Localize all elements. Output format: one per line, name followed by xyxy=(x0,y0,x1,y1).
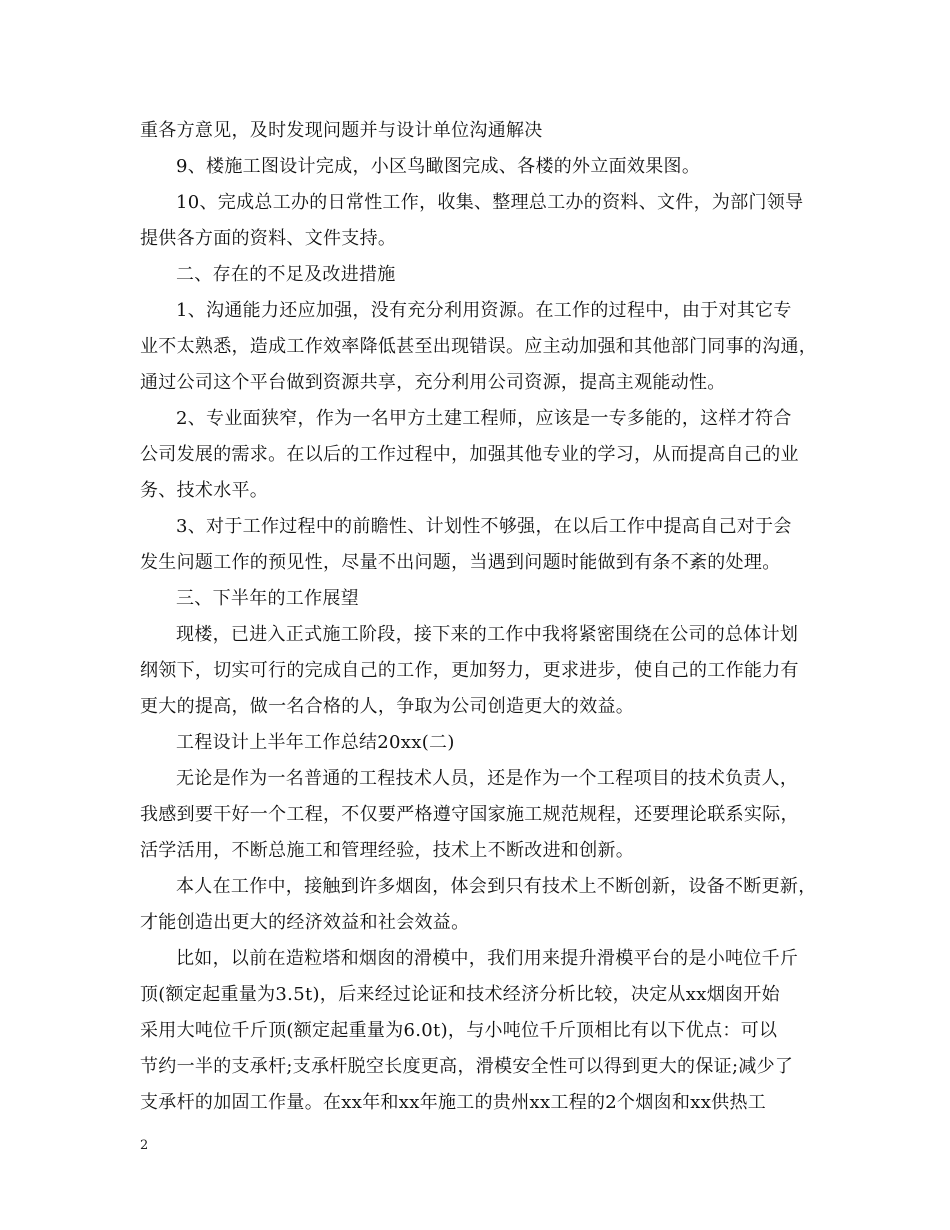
document-subtitle: 工程设计上半年工作总结20xx(二) xyxy=(176,732,455,753)
text-line: 纲领下，切实可行的完成自己的工作，更加努力，更求进步，使自己的工作能力有 xyxy=(140,660,799,681)
document-body xyxy=(140,113,820,1121)
text-line: 2、专业面狭窄，作为一名甲方土建工程师，应该是一专多能的，这样才符合 xyxy=(176,408,792,429)
text-line: 本人在工作中，接触到许多烟囱，体会到只有技术上不断创新，设备不断更新， xyxy=(176,876,817,897)
text-line: 务、技术水平。 xyxy=(140,480,269,501)
text-line: 发生问题工作的预见性，尽量不出问题，当遇到问题时能做到有条不紊的处理。 xyxy=(140,552,781,573)
text-line: 10、完成总工办的日常性工作，收集、整理总工办的资料、文件，为部门领导 xyxy=(176,192,804,213)
page-number: 2 xyxy=(140,1138,149,1153)
text-line: 通过公司这个平台做到资源共享，充分利用公司资源，提高主观能动性。 xyxy=(140,372,726,393)
text-line: 更大的提高，做一名合格的人，争取为公司创造更大的效益。 xyxy=(140,696,635,717)
text-line: 活学活用，不断总施工和管理经验，技术上不断改进和创新。 xyxy=(140,840,635,861)
text-line: 采用大吨位千斤顶(额定起重量为6.0t)，与小吨位千斤顶相比有以下优点：可以 xyxy=(140,1020,778,1041)
text-line: 重各方意见，及时发现问题并与设计单位沟通解决 xyxy=(140,120,543,141)
text-line: 顶(额定起重量为3.5t)，后来经过论证和技术经济分析比较，决定从xx烟囱开始 xyxy=(140,984,780,1005)
text-line: 提供各方面的资料、文件支持。 xyxy=(140,228,397,249)
section-heading: 二、存在的不足及改进措施 xyxy=(176,264,396,285)
text-line: 公司发展的需求。在以后的工作过程中，加强其他专业的学习，从而提高自己的业 xyxy=(140,444,799,465)
text-line: 才能创造出更大的经济效益和社会效益。 xyxy=(140,912,470,933)
text-line: 比如，以前在造粒塔和烟囱的滑模中，我们用来提升滑模平台的是小吨位千斤 xyxy=(176,948,799,969)
text-line: 3、对于工作过程中的前瞻性、计划性不够强，在以后工作中提高自己对于会 xyxy=(176,516,792,537)
text-line: 我感到要干好一个工程，不仅要严格遵守国家施工规范规程，还要理论联系实际， xyxy=(140,804,799,825)
text-line: 支承杆的加固工作量。在xx年和xx年施工的贵州xx工程的2个烟囱和xx供热工 xyxy=(140,1092,767,1113)
text-line: 现楼，已进入正式施工阶段，接下来的工作中我将紧密围绕在公司的总体计划 xyxy=(176,624,799,645)
text-line: 节约一半的支承杆;支承杆脱空长度更高，滑模安全性可以得到更大的保证;减少了 xyxy=(140,1056,794,1077)
text-line: 无论是作为一名普通的工程技术人员，还是作为一个工程项目的技术负责人， xyxy=(176,768,799,789)
text-line: 业不太熟悉，造成工作效率降低甚至出现错误。应主动加强和其他部门同事的沟通， xyxy=(140,336,818,357)
text-line: 1、沟通能力还应加强，没有充分利用资源。在工作的过程中，由于对其它专 xyxy=(176,300,792,321)
section-heading: 三、下半年的工作展望 xyxy=(176,588,359,609)
text-line: 9、楼施工图设计完成，小区鸟瞰图完成、各楼的外立面效果图。 xyxy=(176,156,701,177)
